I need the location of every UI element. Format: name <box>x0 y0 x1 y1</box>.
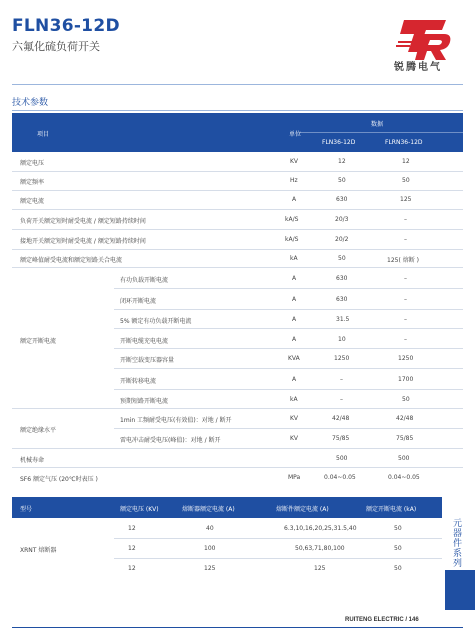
row-unit: A <box>292 376 297 383</box>
col-item: 项目 <box>37 131 50 138</box>
row-item: SF6 额定气压 (20℃时表压 ) <box>20 476 98 483</box>
row-divider <box>12 448 463 449</box>
row-value-b: – <box>404 236 407 243</box>
row-unit: MPa <box>288 474 301 481</box>
row-value-b: 125 <box>400 196 412 203</box>
t2-voltage: 12 <box>128 525 136 532</box>
row-item: 接地开关额定短时耐受电流 / 额定短路持续时间 <box>20 238 146 245</box>
row-value-b: 1700 <box>398 376 414 383</box>
page-subtitle: 六氟化硫负荷开关 <box>12 40 100 53</box>
row-value-a: 75/85 <box>332 435 350 442</box>
row-item: 预期短路开断电流 <box>120 398 169 405</box>
row-item: 额定电流 <box>20 198 45 205</box>
header-divider <box>12 84 463 85</box>
row-divider <box>114 558 442 559</box>
row-divider <box>12 190 463 191</box>
t2-col-model: 型号 <box>20 506 33 513</box>
col-model-b: FLRN36-12D <box>385 139 423 146</box>
section-divider <box>12 110 463 111</box>
row-value-a: 0.04~0.05 <box>324 474 356 481</box>
row-value-b: 50 <box>402 177 410 184</box>
page-footer: RUITENG ELECTRIC / 146 <box>345 617 419 623</box>
row-value-b: 125( 熔断 ) <box>387 257 419 264</box>
row-unit: KVA <box>288 355 300 362</box>
row-unit: kA/S <box>285 216 299 223</box>
row-unit: A <box>292 316 297 323</box>
row-value-a: 10 <box>338 336 346 343</box>
row-value-a: 12 <box>338 158 346 165</box>
t2-fuse-current: 40 <box>206 525 214 532</box>
row-unit: KV <box>290 415 299 422</box>
row-item: 额定峰值耐受电流和额定短路关合电流 <box>20 257 123 264</box>
col-data: 数据 <box>371 121 384 128</box>
t2-col-breaking: 额定开断电流 (kA) <box>366 506 417 513</box>
row-divider <box>114 309 463 310</box>
t2-breaking: 50 <box>394 545 402 552</box>
row-unit: A <box>292 296 297 303</box>
row-value-a: 42/48 <box>332 415 350 422</box>
row-item: 雷电冲击耐受电压(峰值)：对地 / 断开 <box>120 437 221 444</box>
t2-fuse-current: 125 <box>204 565 216 572</box>
t2-fuse-current: 100 <box>204 545 216 552</box>
row-divider <box>114 348 463 349</box>
row-item: 负荷开关额定短时耐受电流 / 额定短路持续时间 <box>20 218 146 225</box>
row-value-b: – <box>404 275 407 282</box>
row-value-b: 1250 <box>398 355 414 362</box>
row-unit: KV <box>290 435 299 442</box>
row-value-b: – <box>404 296 407 303</box>
row-unit: A <box>292 196 297 203</box>
row-value-a: 500 <box>336 455 348 462</box>
row-value-a: 630 <box>336 296 348 303</box>
row-value-a: – <box>340 396 343 403</box>
row-item: 额定电压 <box>20 160 45 167</box>
row-item: 额定频率 <box>20 179 45 186</box>
row-value-a: 630 <box>336 275 348 282</box>
row-value-b: – <box>404 316 407 323</box>
row-divider <box>114 368 463 369</box>
t2-voltage: 12 <box>128 565 136 572</box>
t2-link-current: 6.3,10,16,20,25,31.5,40 <box>284 525 357 532</box>
row-value-b: 12 <box>402 158 410 165</box>
row-divider <box>114 428 463 429</box>
row-divider <box>114 328 463 329</box>
row-value-a: 20/2 <box>335 236 349 243</box>
row-item: 闭环开断电流 <box>120 298 157 305</box>
section-title: 技术参数 <box>12 98 49 108</box>
row-divider <box>12 267 463 268</box>
col-unit: 单位 <box>289 131 302 138</box>
row-value-a: – <box>340 376 343 383</box>
row-divider <box>12 229 463 230</box>
row-divider <box>12 408 463 409</box>
row-item: 开断电缆充电电流 <box>120 338 169 345</box>
row-item: 1min 工频耐受电压(有效值)：对地 / 断开 <box>120 417 232 424</box>
t2-col-voltage: 额定电压 (KV) <box>120 506 159 513</box>
row-value-b: 50 <box>402 396 410 403</box>
row-unit: A <box>292 336 297 343</box>
row-value-a: 50 <box>338 255 346 262</box>
t2-model: XRNT 熔断器 <box>20 547 57 554</box>
t2-col-link-current: 熔断件额定电流 (A) <box>276 506 329 513</box>
row-item: 5% 额定有功负载开断电流 <box>120 318 192 325</box>
row-value-a: 31.5 <box>336 316 350 323</box>
row-value-b: 500 <box>398 455 410 462</box>
row-unit: kA/S <box>285 236 299 243</box>
row-unit: kA <box>290 396 298 403</box>
row-value-a: 20/3 <box>335 216 349 223</box>
t2-voltage: 12 <box>128 545 136 552</box>
row-unit: kA <box>290 255 298 262</box>
t2-breaking: 50 <box>394 565 402 572</box>
group-label-insulation: 额定绝缘水平 <box>20 427 57 434</box>
row-item: 机械寿命 <box>20 457 45 464</box>
t2-col-fuse-current: 熔断器额定电流 (A) <box>182 506 235 513</box>
table1-header-split <box>300 132 463 133</box>
page-title: FLN36-12D <box>12 16 120 36</box>
t2-breaking: 50 <box>394 525 402 532</box>
row-item: 有功负载开断电流 <box>120 277 169 284</box>
row-divider <box>12 209 463 210</box>
row-value-a: 630 <box>336 196 348 203</box>
side-color-block <box>445 570 475 610</box>
row-divider <box>114 389 463 390</box>
row-item: 开断转移电流 <box>120 378 157 385</box>
row-value-a: 1250 <box>334 355 350 362</box>
row-unit: KV <box>290 158 299 165</box>
row-value-b: 42/48 <box>396 415 414 422</box>
row-value-b: 0.04~0.05 <box>388 474 420 481</box>
brand-name: 锐腾电气 <box>394 62 442 73</box>
group-label-breaking: 额定开断电流 <box>20 338 57 345</box>
t2-link-current: 125 <box>314 565 326 572</box>
row-value-b: – <box>404 336 407 343</box>
row-divider <box>114 538 442 539</box>
t2-link-current: 50,63,71,80,100 <box>295 545 345 552</box>
row-value-b: – <box>404 216 407 223</box>
row-unit: A <box>292 275 297 282</box>
row-divider <box>12 171 463 172</box>
row-value-a: 50 <box>338 177 346 184</box>
row-item: 开断空载变压器容量 <box>120 357 175 364</box>
footer-divider <box>12 627 463 628</box>
row-unit: Hz <box>290 177 298 184</box>
row-divider <box>114 288 463 289</box>
row-value-b: 75/85 <box>396 435 414 442</box>
row-divider <box>12 249 463 250</box>
row-divider <box>12 467 463 468</box>
col-model-a: FLN36-12D <box>322 139 356 146</box>
side-category-label: 元器件系列 <box>451 518 461 568</box>
